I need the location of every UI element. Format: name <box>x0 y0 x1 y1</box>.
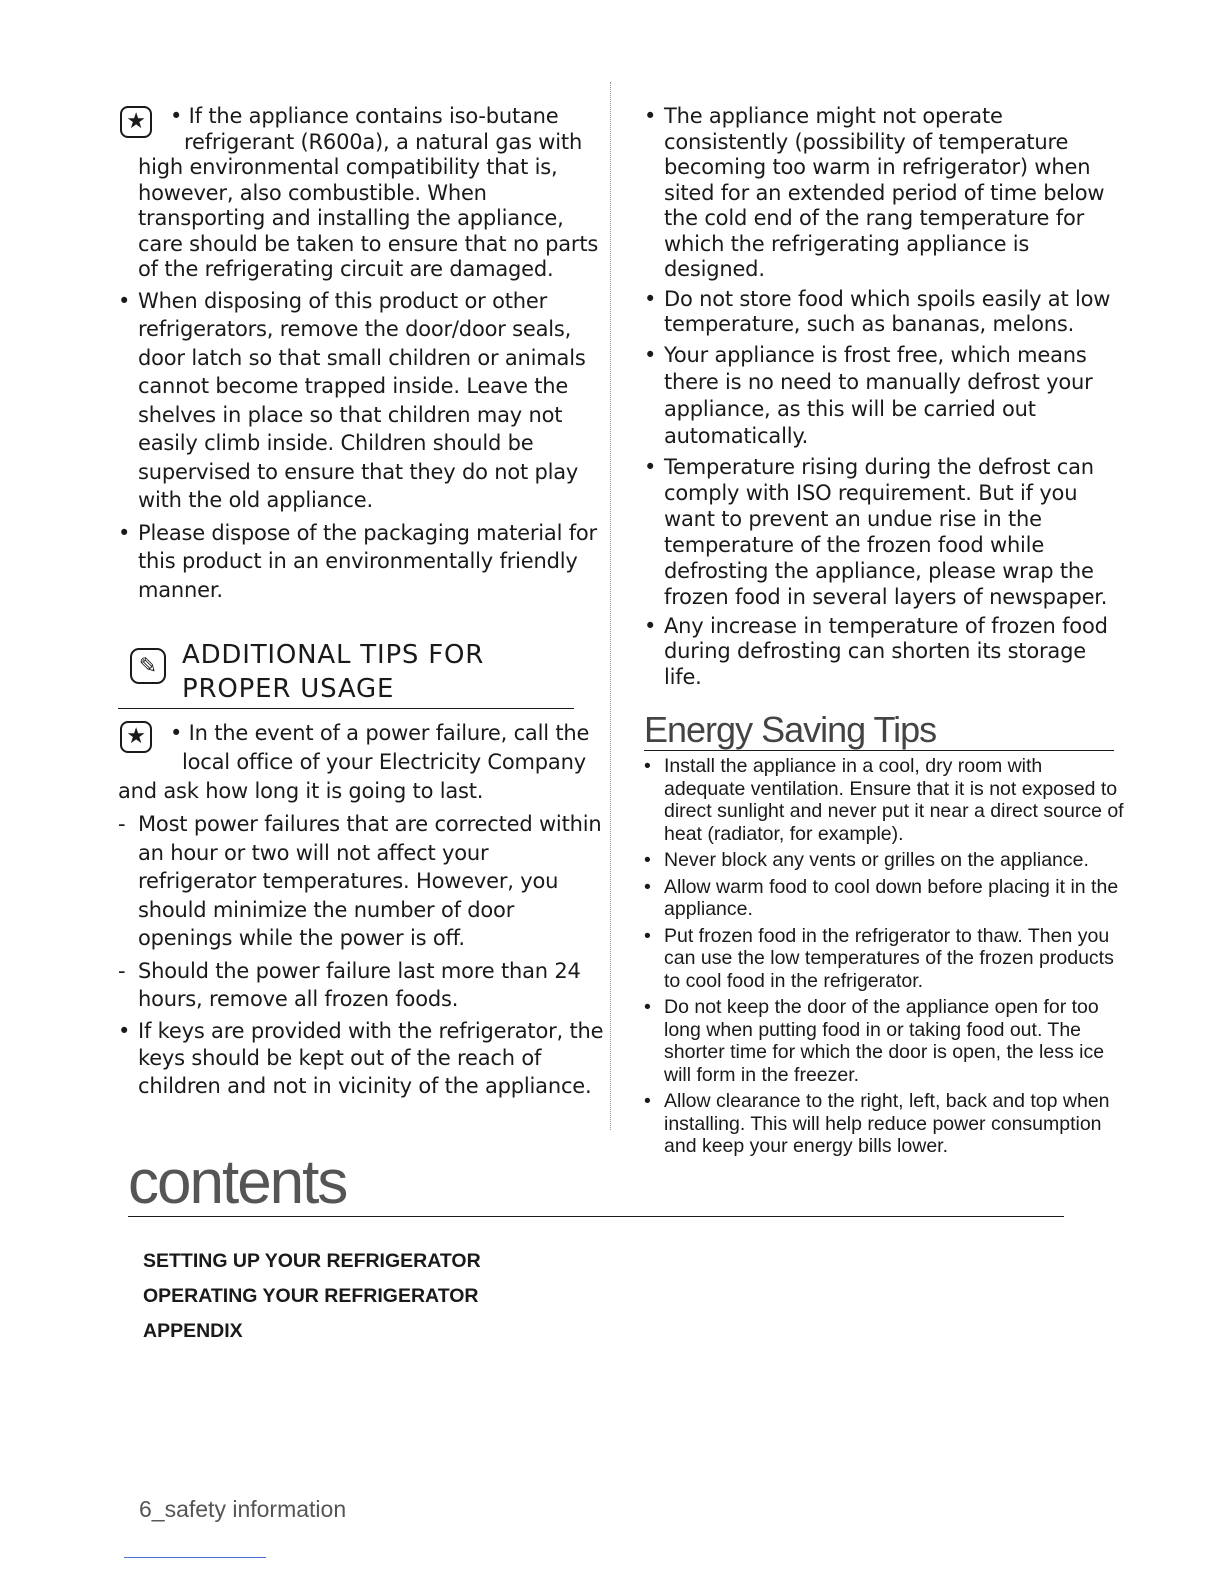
footer-rule <box>124 1557 266 1558</box>
list-item: • Temperature rising during the defrost can comply with ISO requirement. But if you want to prevent an undue rise in the temperature of the frozen food while defrosting the appliance, please wrap the frozen food in several layers of newspaper. <box>644 454 1124 610</box>
energy-saving-title: Energy Saving Tips <box>644 710 1114 751</box>
keys-list <box>118 1018 604 1101</box>
note-line-1: • In the event of a power failure, call the <box>170 721 590 745</box>
note-block-isobutane <box>118 104 604 283</box>
list-item: • Do not store food which spoils easily at low temperature, such as bananas, melons. <box>644 287 1124 338</box>
list-item: • Allow clearance to the right, left, back and top when installing. This will help reduce power consumption and keep your energy bills lower. <box>644 1090 1124 1158</box>
note-rest: high environmental compatibility that is, however, also combustible. When transporting and installing the appliance, care should be taken to ensure that no parts of the refrigerating circuit are damaged. <box>138 155 599 281</box>
pen-icon: ✎ <box>130 648 166 684</box>
column-divider <box>610 82 611 1130</box>
list-item: - Most power failures that are corrected within an hour or two will not affect your refrigerator temperatures. However, you should minimize the number of door openings while the power is off. <box>118 810 604 953</box>
energy-list <box>644 755 1124 1158</box>
section-heading-tips <box>118 638 574 709</box>
disposal-list <box>118 287 604 605</box>
note-line-1: • If the appliance contains iso-butane <box>170 104 559 128</box>
list-item: • Never block any vents or grilles on the appliance. <box>644 849 1124 872</box>
list-item: • The appliance might not operate consistently (possibility of temperature becoming too warm in refrigerator) when sited for an extended period of time below the cold end of the rang temperature for which the refrigerating appliance is designed. <box>644 104 1124 283</box>
section-title-line2: PROPER USAGE <box>182 674 395 704</box>
left-column <box>118 104 604 1100</box>
list-item: • Your appliance is frost free, which means there is no need to manually defrost your appliance, as this will be carried out automatically. <box>644 342 1124 450</box>
note-block-power <box>118 719 604 806</box>
list-item: • Allow warm food to cool down before placing it in the appliance. <box>644 876 1124 921</box>
list-item: • If keys are provided with the refrigerator, the keys should be kept out of the reach of children and not in vicinity of the appliance. <box>118 1018 604 1101</box>
list-item: • Put frozen food in the refrigerator to thaw. Then you can use the low temperatures of the frozen products to cool food in the refrigerator. <box>644 925 1124 993</box>
power-dash-list <box>118 810 604 1014</box>
toc-item-operating[interactable]: OPERATING YOUR REFRIGERATOR <box>143 1285 479 1307</box>
table-of-contents <box>143 1244 481 1349</box>
list-item: • Please dispose of the packaging material for this product in an environmentally friendly manner. <box>118 519 604 605</box>
operation-list <box>644 104 1124 690</box>
list-item: - Should the power failure last more than 24 hours, remove all frozen foods. <box>118 957 604 1014</box>
toc-item-setting-up[interactable]: SETTING UP YOUR REFRIGERATOR <box>143 1250 481 1272</box>
list-item: • When disposing of this product or other refrigerators, remove the door/door seals, door latch so that small children or animals cannot become trapped inside. Leave the shelves in place so that children may not easily climb inside. Children should be supervised to ensure that they do not play with the old appliance. <box>118 287 604 515</box>
right-column <box>644 104 1124 1158</box>
list-item: • Any increase in temperature of frozen food during defrosting can shorten its storage life. <box>644 614 1124 691</box>
page-footer: 6_safety information <box>139 1496 347 1522</box>
note-line-2: refrigerant (R600a), a natural gas with <box>184 129 583 154</box>
section-title-line1: ADDITIONAL TIPS FOR <box>182 640 485 670</box>
star-icon: ★ <box>120 721 152 753</box>
note-rest: and ask how long it is going to last. <box>118 779 484 803</box>
contents-title: contents <box>128 1150 1064 1217</box>
star-icon: ★ <box>120 106 152 138</box>
note-line-2: local office of your Electricity Company <box>182 750 586 774</box>
list-item: • Install the appliance in a cool, dry room with adequate ventilation. Ensure that it is not exposed to direct sunlight and never put it near a direct source of heat (radiator, for example). <box>644 755 1124 845</box>
list-item: • Do not keep the door of the appliance open for too long when putting food in or taking food out. The shorter time for which the door is open, the less ice will form in the freezer. <box>644 996 1124 1086</box>
toc-item-appendix[interactable]: APPENDIX <box>143 1320 243 1342</box>
